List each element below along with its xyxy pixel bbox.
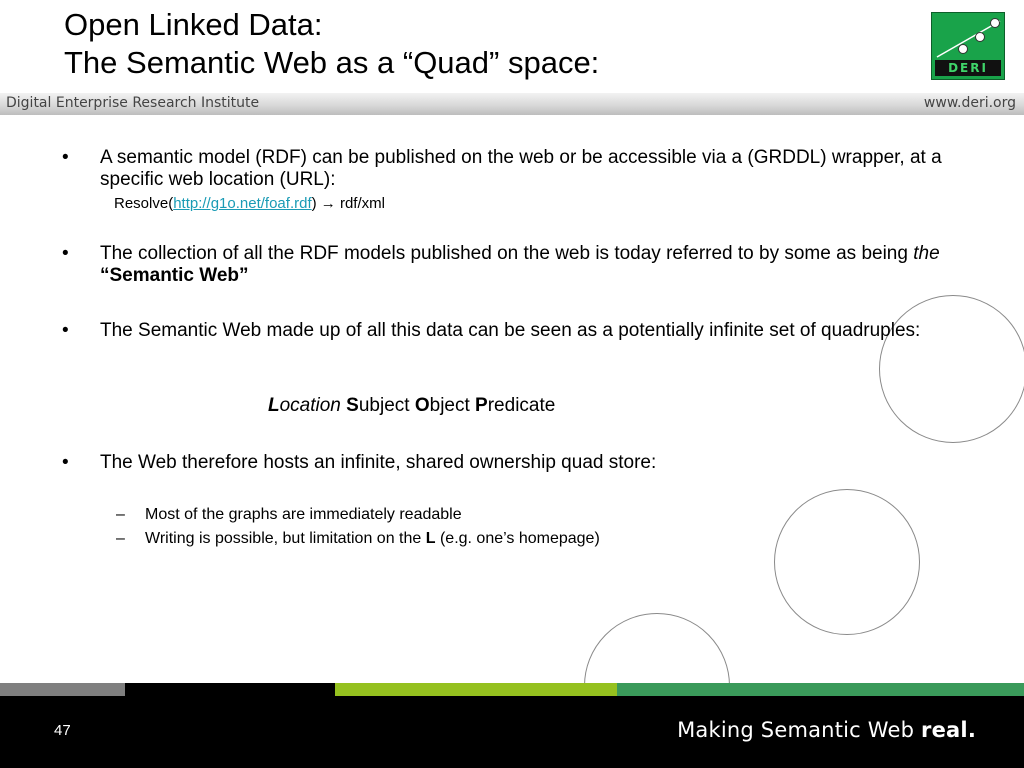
bullet-marker: • [62,147,69,168]
subpoint-2-text [145,529,600,549]
stripe-lime [335,683,617,696]
bullet-marker: • [62,452,69,473]
bullet-2-plain: The collection of all the RDF models published on the web is today referred to by some as being [100,243,914,264]
bullet-marker: • [62,243,69,264]
stripe-grey [0,683,125,696]
page-number: 47 [54,722,71,739]
institute-url: www.deri.org [923,95,1016,111]
footer-bar [0,696,1024,768]
tagline-regular: Making Semantic Web [677,718,922,742]
tagline [677,718,976,742]
bullet-2-italic: the [913,243,940,264]
stripe-green [617,683,1024,696]
institute-name: Digital Enterprise Research Institute [6,95,260,111]
logo-text: DERI [935,60,1001,76]
subpoint-1-text: Most of the graphs are immediately readable [145,506,462,523]
quad-p-initial: P [475,395,488,416]
subpoint-marker: – [116,506,125,523]
bullet-marker: • [62,320,69,341]
bullet-1-text: A semantic model (RDF) can be published on the web or be accessible via a (GRDDL) wrapper, at a specific web location (URL): [100,147,942,190]
resolve-suffix: ) [311,195,317,212]
quad-object: bject [429,395,470,416]
bullet-2-bold: “Semantic Web” [100,265,249,286]
subpoint-2-after: (e.g. one’s homepage) [435,530,600,547]
quad-s-initial: S [346,395,359,416]
subpoint-marker: – [116,530,125,547]
bullet-2-text [100,243,950,287]
bullet-3-text: The Semantic Web made up of all this data can be seen as a potentially infinite set of quadruples: [100,320,921,341]
resolve-result: rdf/xml [335,195,385,212]
quad-o-initial: O [414,395,430,416]
resolve-line [114,195,385,213]
stripe-black [125,683,335,696]
quad-location: ocation [279,395,341,416]
subpoint-2-bold: L [425,530,436,547]
quad-predicate: redicate [487,395,556,416]
quad-subject: ubject [358,395,410,416]
subpoint-2-before: Writing is possible, but limitation on the [145,530,426,547]
quad-l-initial: L [268,395,280,416]
tagline-bold: real. [921,718,976,742]
slide-title-line-2: The Semantic Web as a “Quad” space: [64,45,600,80]
resolve-prefix: Resolve( [114,195,174,212]
footer-color-stripes [0,683,1024,696]
slide-title-line-1: Open Linked Data: [64,7,323,42]
bullet-4-text: The Web therefore hosts an infinite, shared ownership quad store: [100,452,657,473]
foaf-link[interactable]: http://g1o.net/foaf.rdf [173,195,312,212]
quad-definition [268,395,555,417]
arrow-icon: → [320,195,336,212]
